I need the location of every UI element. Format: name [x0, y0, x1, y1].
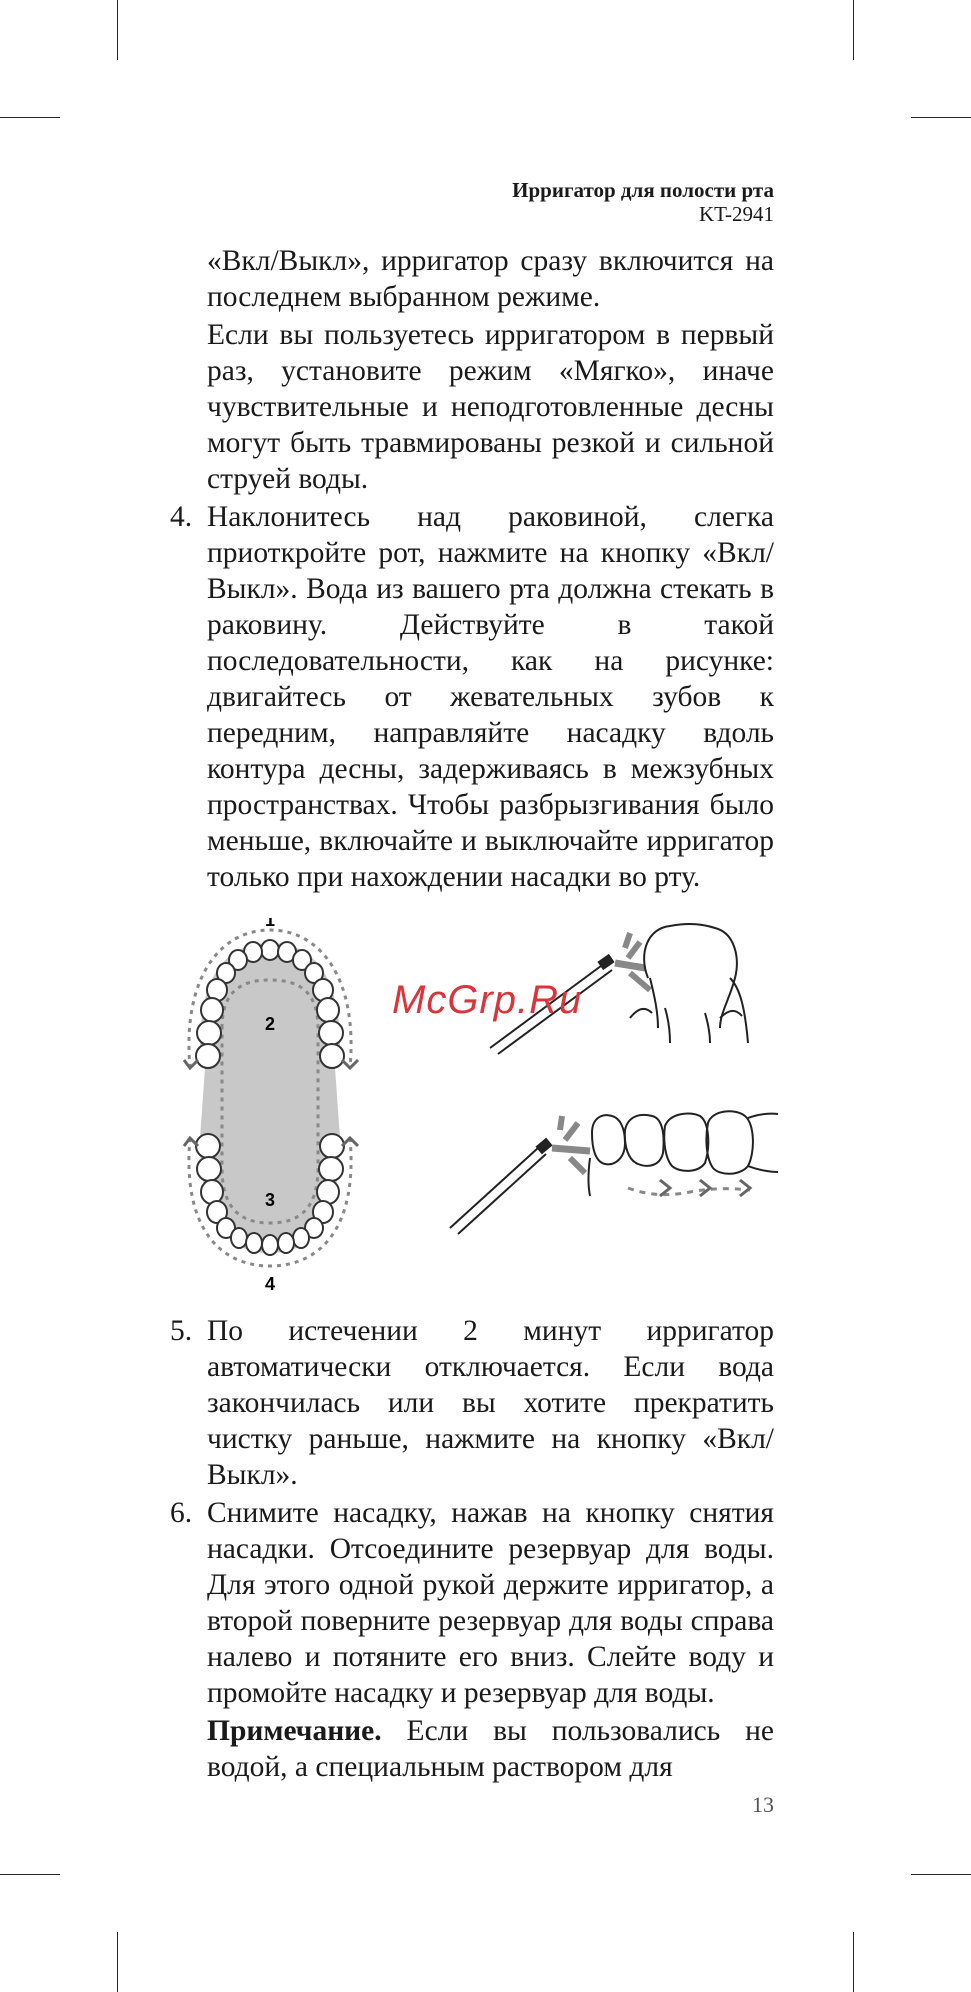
note-label: Примечание. [207, 1715, 382, 1747]
arch-label-4: 4 [264, 1274, 276, 1294]
crop-mark [117, 0, 118, 60]
body-text-top [170, 243, 774, 895]
step-text: Снимите насадку, нажав на кнопку снятия насадки. Отсоедините резервуар для воды. Для этого одной рукой держите ирригатор, а второй поверните резервуар для воды справа налево и потяните его вниз. Слейте воду и промойте насадку и резервуар для воды. [207, 1497, 774, 1709]
step-text: Наклонитесь над раковиной, слегка приоткройте рот, нажмите на кнопку «Вкл/Выкл». Вода из вашего рта должна стекать в раковину. Действуйте в такой последовательности, как на рисунке: двигайтесь от жевательных зубов к передним, направляйте насадку вдоль контура десны, задерживаясь в межзубных пространствах. Чтобы разбрызгивания было меньше, включайте и выключайте ирригатор только при нахождении насадки во рту. [207, 501, 774, 893]
page-number: 13 [752, 1792, 774, 1817]
crop-mark [853, 0, 854, 60]
step-number: 4. [170, 501, 193, 533]
page-header [512, 178, 774, 226]
crop-mark [911, 1874, 971, 1875]
irrigator-side-teeth [450, 1111, 778, 1234]
intro-paragraph-2: Если вы пользуетесь ирригатором в первый раз, установите режим «Мягко», иначе чувствительные и неподготовленные десны могут быть травмированы резкой и сильной струей воды. [207, 319, 774, 495]
step-5 [170, 1313, 774, 1493]
crop-mark [117, 1932, 118, 1992]
arch-label-3: 3 [264, 1190, 276, 1210]
teeth-cleaning-diagram [160, 918, 780, 1298]
crop-mark [0, 117, 60, 118]
watermark: McGrp.Ru [392, 978, 583, 1022]
arch-label-2: 2 [264, 1014, 276, 1034]
product-model: KT-2941 [698, 202, 774, 226]
step-4 [170, 499, 774, 895]
crop-mark [853, 1932, 854, 1992]
step-number: 6. [170, 1497, 193, 1529]
arch-label-1: 1 [264, 918, 276, 930]
intro-paragraph-1: «Вкл/Выкл», ирригатор сразу включится на последнем выбранном режиме. [207, 245, 774, 313]
body-text-bottom [170, 1313, 774, 1785]
diagram-svg [160, 918, 780, 1298]
note-paragraph [207, 1713, 774, 1785]
step-text: По истечении 2 минут ирригатор автоматически отключается. Если вода закончилась или вы хотите прекратить чистку раньше, нажмите на кнопку «Вкл/Выкл». [207, 1315, 774, 1491]
crop-mark [0, 1874, 60, 1875]
crop-mark [911, 117, 971, 118]
step-6 [170, 1495, 774, 1711]
step-number: 5. [170, 1315, 193, 1347]
product-title: Ирригатор для полости рта [512, 178, 774, 202]
note-text: Если вы пользовались не водой, а специальным раствором для [207, 1715, 774, 1783]
dental-arches [184, 918, 358, 1294]
